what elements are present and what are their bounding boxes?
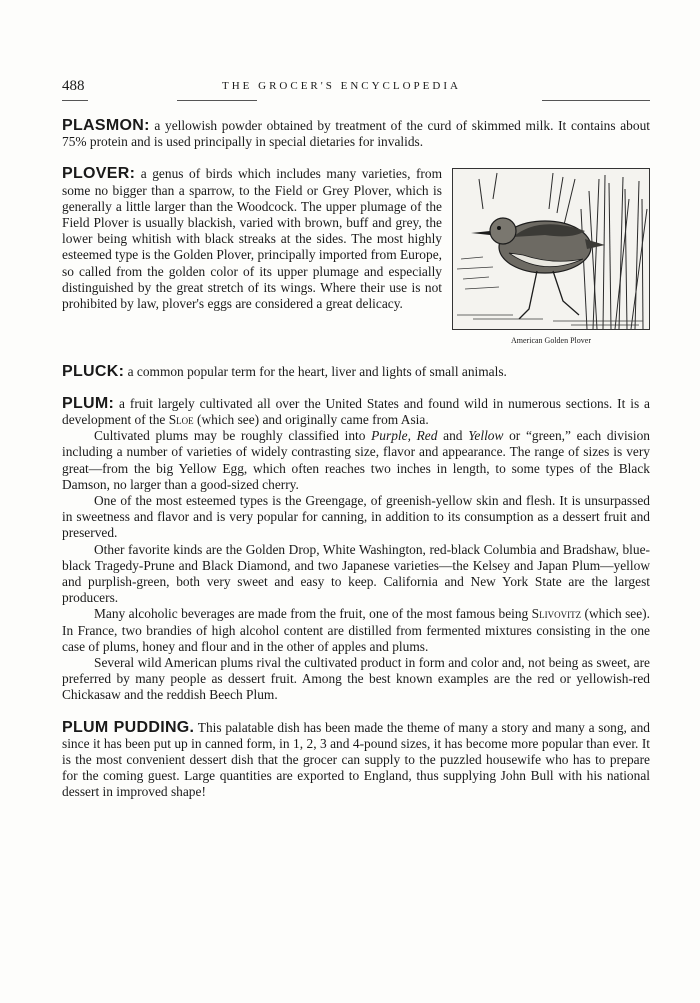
- entry-plum-pudding: [62, 720, 650, 801]
- entry-text: Many alcoholic beverages are made from the fruit, one of the most famous being: [94, 606, 532, 622]
- paragraph: [62, 428, 650, 493]
- plover-figure: [452, 168, 650, 349]
- figure-caption: American Golden Plover: [511, 336, 591, 346]
- entry-text: a common popular term for the heart, liver and lights of small animals.: [124, 363, 507, 379]
- emphasis: Red: [416, 428, 438, 444]
- emphasis: Yellow: [468, 428, 504, 444]
- entry-text: a yellowish powder obtained by treatment of the curd of skimmed milk. It contains about 75% protein and is used principally in special dietaries for invalids.: [62, 118, 650, 150]
- running-head: [62, 78, 650, 98]
- page: [62, 78, 650, 801]
- entry-text: a genus of birds which includes many varieties, from some no bigger than a sparrow, to the Field or Grey Plover, which is generally a little larger than the Woodcock. The upper plumage of the Field Plover is usually blackish, varied with brown, buff and grey, the lower being whitish with black streaks at the sides. The most highly esteemed type is the Golden Plover, principally imported from Europe, so called from the golden color of its upper plumage and especially distinguished by the great stretch of its wings. Where their use is not prohibited by law, plover's eggs are considered a great delicacy.: [62, 166, 442, 312]
- header-rule: [542, 100, 650, 101]
- entry-term: PLUM:: [62, 394, 115, 412]
- entry-text: and: [437, 428, 469, 444]
- plover-illustration: [452, 168, 650, 330]
- bird-shape: [471, 218, 605, 319]
- paragraph: [62, 606, 650, 655]
- emphasis: Purple,: [371, 428, 411, 444]
- running-title: THE GROCER'S ENCYCLOPEDIA: [222, 80, 461, 92]
- cross-reference: Slivovitz: [531, 606, 582, 622]
- entry-pluck: [62, 364, 650, 380]
- entry-term: PLOVER:: [62, 165, 136, 183]
- paragraph: Several wild American plums rival the cultivated product in form and color and, not being as sweet, are preferred by many people as dessert fruit. Among the best known examples are the red or yellowish-red Chickasaw and the reddish Beech Plum.: [62, 655, 650, 703]
- paragraph: Other favorite kinds are the Golden Drop, White Washington, red-black Columbia and Bradshaw, blue-black Tragedy-Prune and Black Diamond, and two Japanese varieties—the Kelsey and Japan Plum—yellow and purplish-green, both very sweet and easy to keep. California and New York State are the largest producers.: [62, 541, 650, 606]
- paragraph: One of the most esteemed types is the Greengage, of greenish-yellow skin and flesh. It is unsurpassed in sweetness and flavor and is very popular for canning, in addition to its consumption as a dessert fruit and preserved.: [62, 493, 650, 541]
- header-rule: [62, 100, 88, 101]
- entry-plum: [62, 396, 650, 704]
- entry-term: PLUCK:: [62, 362, 125, 380]
- entry-plasmon: [62, 118, 650, 150]
- entry-term: PLASMON:: [62, 117, 150, 134]
- entry-term: PLUM PUDDING.: [62, 718, 195, 736]
- entry-text: (which see) and originally came from Asia.: [193, 412, 429, 428]
- entry-plover: [62, 166, 650, 351]
- entry-text: Cultivated plums may be roughly classified into: [94, 428, 372, 444]
- entry-text: This palatable dish has been made the theme of many a story and many a song, and since it has been put up in canned form, in 1, 2, 3 and 4-pound sizes, it has become more popular than ever. It is the most convenient dessert dish that the grocer can supply to the puzzled housewife who has to prepare for the coming guest. Large quantities are exported to England, thus supplying John Bull with his national dessert in improved shape!: [62, 719, 650, 800]
- entry-text: or “green,” each division including a number of varieties of widely contrasting size, flavor and appearance. The range of sizes is very great—from the big Yellow Egg, which often reaches two inches in length, to some types of the Black Damson, no larger than a good-sized cherry.: [62, 428, 650, 492]
- header-rule: [177, 100, 257, 101]
- entry-text: (which see). In France, two brandies of high alcohol content are distilled from fermented mixtures consisting in the one case of plums, honey and flour and in the other of apples and plums.: [62, 606, 650, 654]
- cross-reference: Sloe: [168, 412, 194, 428]
- entry-text: a fruit largely cultivated all over the United States and found wild in numerous sections. It is a development of the: [62, 395, 650, 428]
- page-number: 488: [62, 78, 85, 94]
